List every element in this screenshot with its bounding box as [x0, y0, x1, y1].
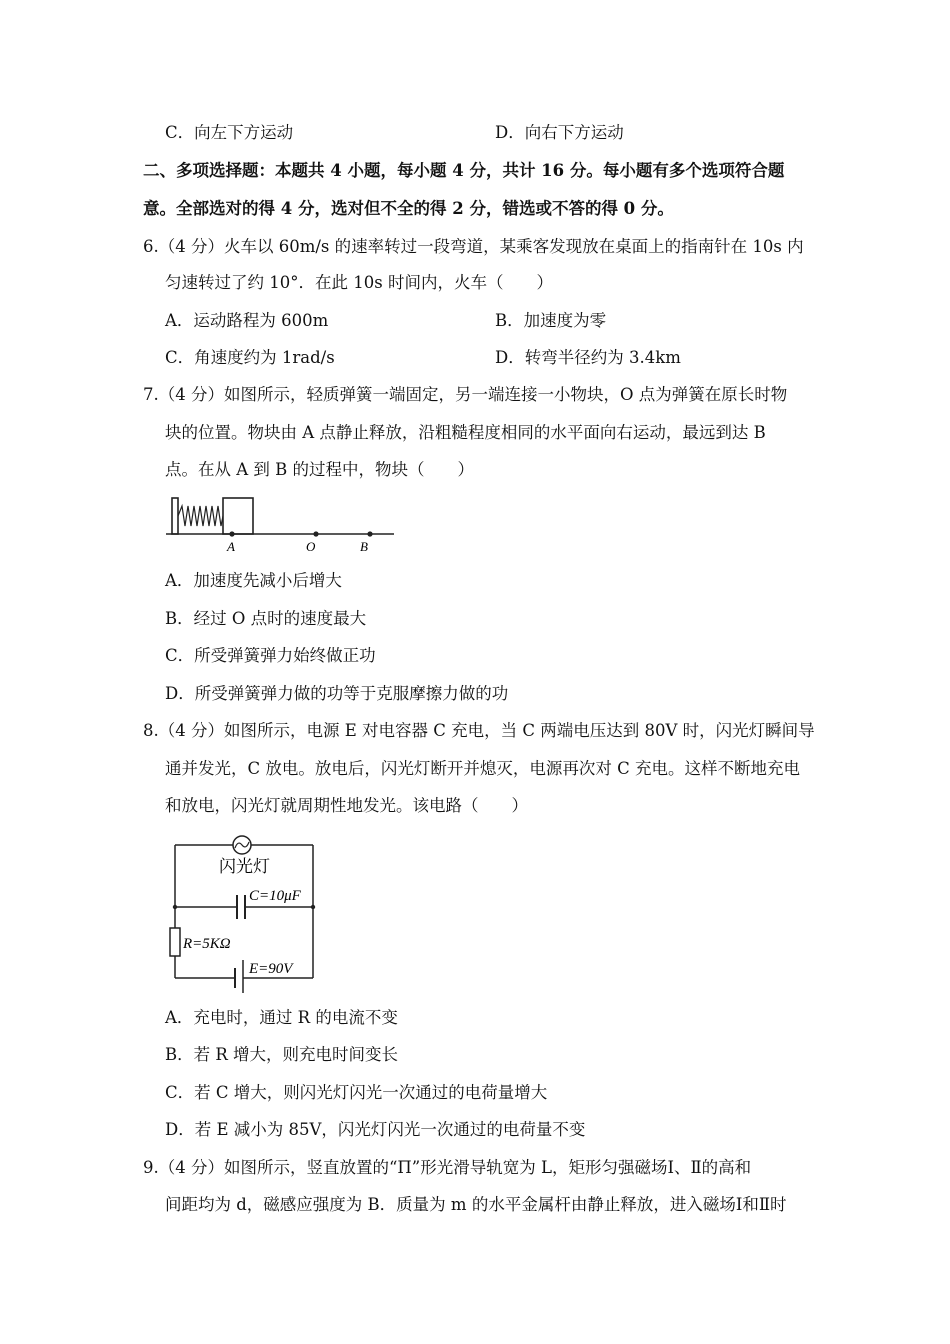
- q6-stem-line1: 6.（4 分）火车以 60m/s 的速率转过一段弯道，某乘客发现放在桌面上的指南针在 10s 内: [143, 237, 804, 256]
- q7-label-a: A: [227, 539, 235, 554]
- q7-stem-line1: 7.（4 分）如图所示，轻质弹簧一端固定，另一端连接一小物块，O 点为弹簧在原长时物: [143, 385, 788, 404]
- q8-option-d: D．若 E 减小为 85V，闪光灯闪光一次通过的电荷量不变: [165, 1120, 586, 1139]
- q7-option-c: C．所受弹簧弹力始终做正功: [165, 646, 376, 665]
- q8-capacitor-label: C=10μF: [249, 888, 301, 904]
- q8-resistor-label: R=5KΩ: [183, 936, 231, 952]
- q6-stem-line2: 匀速转过了约 10°．在此 10s 时间内，火车（ ）: [165, 273, 553, 292]
- q7-stem-line3: 点。在从 A 到 B 的过程中，物块（ ）: [165, 460, 475, 479]
- q7-stem-line2: 块的位置。物块由 A 点静止释放，沿粗糙程度相同的水平面向右运动，最远到达 B: [165, 423, 766, 442]
- q9-stem-line2: 间距均为 d，磁感应强度为 B．质量为 m 的水平金属杆由静止释放，进入磁场Ⅰ和Ⅱ时: [165, 1195, 787, 1214]
- q7-option-b: B．经过 O 点时的速度最大: [165, 609, 367, 628]
- q5-option-c: C．向左下方运动: [165, 123, 294, 142]
- q6-option-d: D．转弯半径约为 3.4km: [495, 348, 681, 367]
- q7-point-a: [229, 531, 234, 536]
- q6-option-c: C．角速度约为 1rad/s: [165, 348, 335, 367]
- q7-wall: [172, 498, 178, 534]
- q8-resistor: [170, 928, 180, 956]
- q8-circuit-figure: [165, 828, 325, 993]
- q8-stem-line1: 8.（4 分）如图所示，电源 E 对电容器 C 充电，当 C 两端电压达到 80V 时，闪光灯瞬间导: [143, 721, 815, 740]
- q7-spring-figure: [160, 490, 400, 556]
- q8-option-c: C．若 C 增大，则闪光灯闪光一次通过的电荷量增大: [165, 1083, 548, 1102]
- q7-label-b: B: [360, 539, 368, 554]
- q7-point-o: [313, 531, 318, 536]
- q8-battery-label: E=90V: [249, 961, 293, 977]
- q6-option-b: B．加速度为零: [495, 311, 607, 330]
- q8-stem-line3: 和放电，闪光灯就周期性地发光。该电路（ ）: [165, 796, 528, 815]
- section-heading-line1: 二、多项选择题：本题共 4 小题，每小题 4 分，共计 16 分。每小题有多个选项符合题: [143, 161, 785, 180]
- section-heading-line2: 意。全部选对的得 4 分，选对但不全的得 2 分，错选或不答的得 0 分。: [143, 199, 674, 218]
- q8-stem-line2: 通并发光，C 放电。放电后，闪光灯断开并熄灭，电源再次对 C 充电。这样不断地充电: [165, 759, 800, 778]
- q7-block: [223, 498, 253, 534]
- q8-lamp-label: 闪光灯: [219, 857, 270, 876]
- q5-option-d: D．向右下方运动: [495, 123, 624, 142]
- q6-option-a: A．运动路程为 600m: [165, 311, 329, 330]
- q7-label-o: O: [306, 539, 316, 554]
- q7-spring: [178, 506, 223, 526]
- q7-point-b: [367, 531, 372, 536]
- q7-option-a: A．加速度先减小后增大: [165, 571, 342, 590]
- q8-option-a: A．充电时，通过 R 的电流不变: [165, 1008, 398, 1027]
- q7-option-d: D．所受弹簧弹力做的功等于克服摩擦力做的功: [165, 684, 509, 703]
- q8-option-b: B．若 R 增大，则充电时间变长: [165, 1045, 399, 1064]
- q9-stem-line1: 9.（4 分）如图所示，竖直放置的“Π”形光滑导轨宽为 L，矩形匀强磁场Ⅰ、Ⅱ的高和: [143, 1158, 752, 1177]
- q8-node-right: [311, 905, 315, 909]
